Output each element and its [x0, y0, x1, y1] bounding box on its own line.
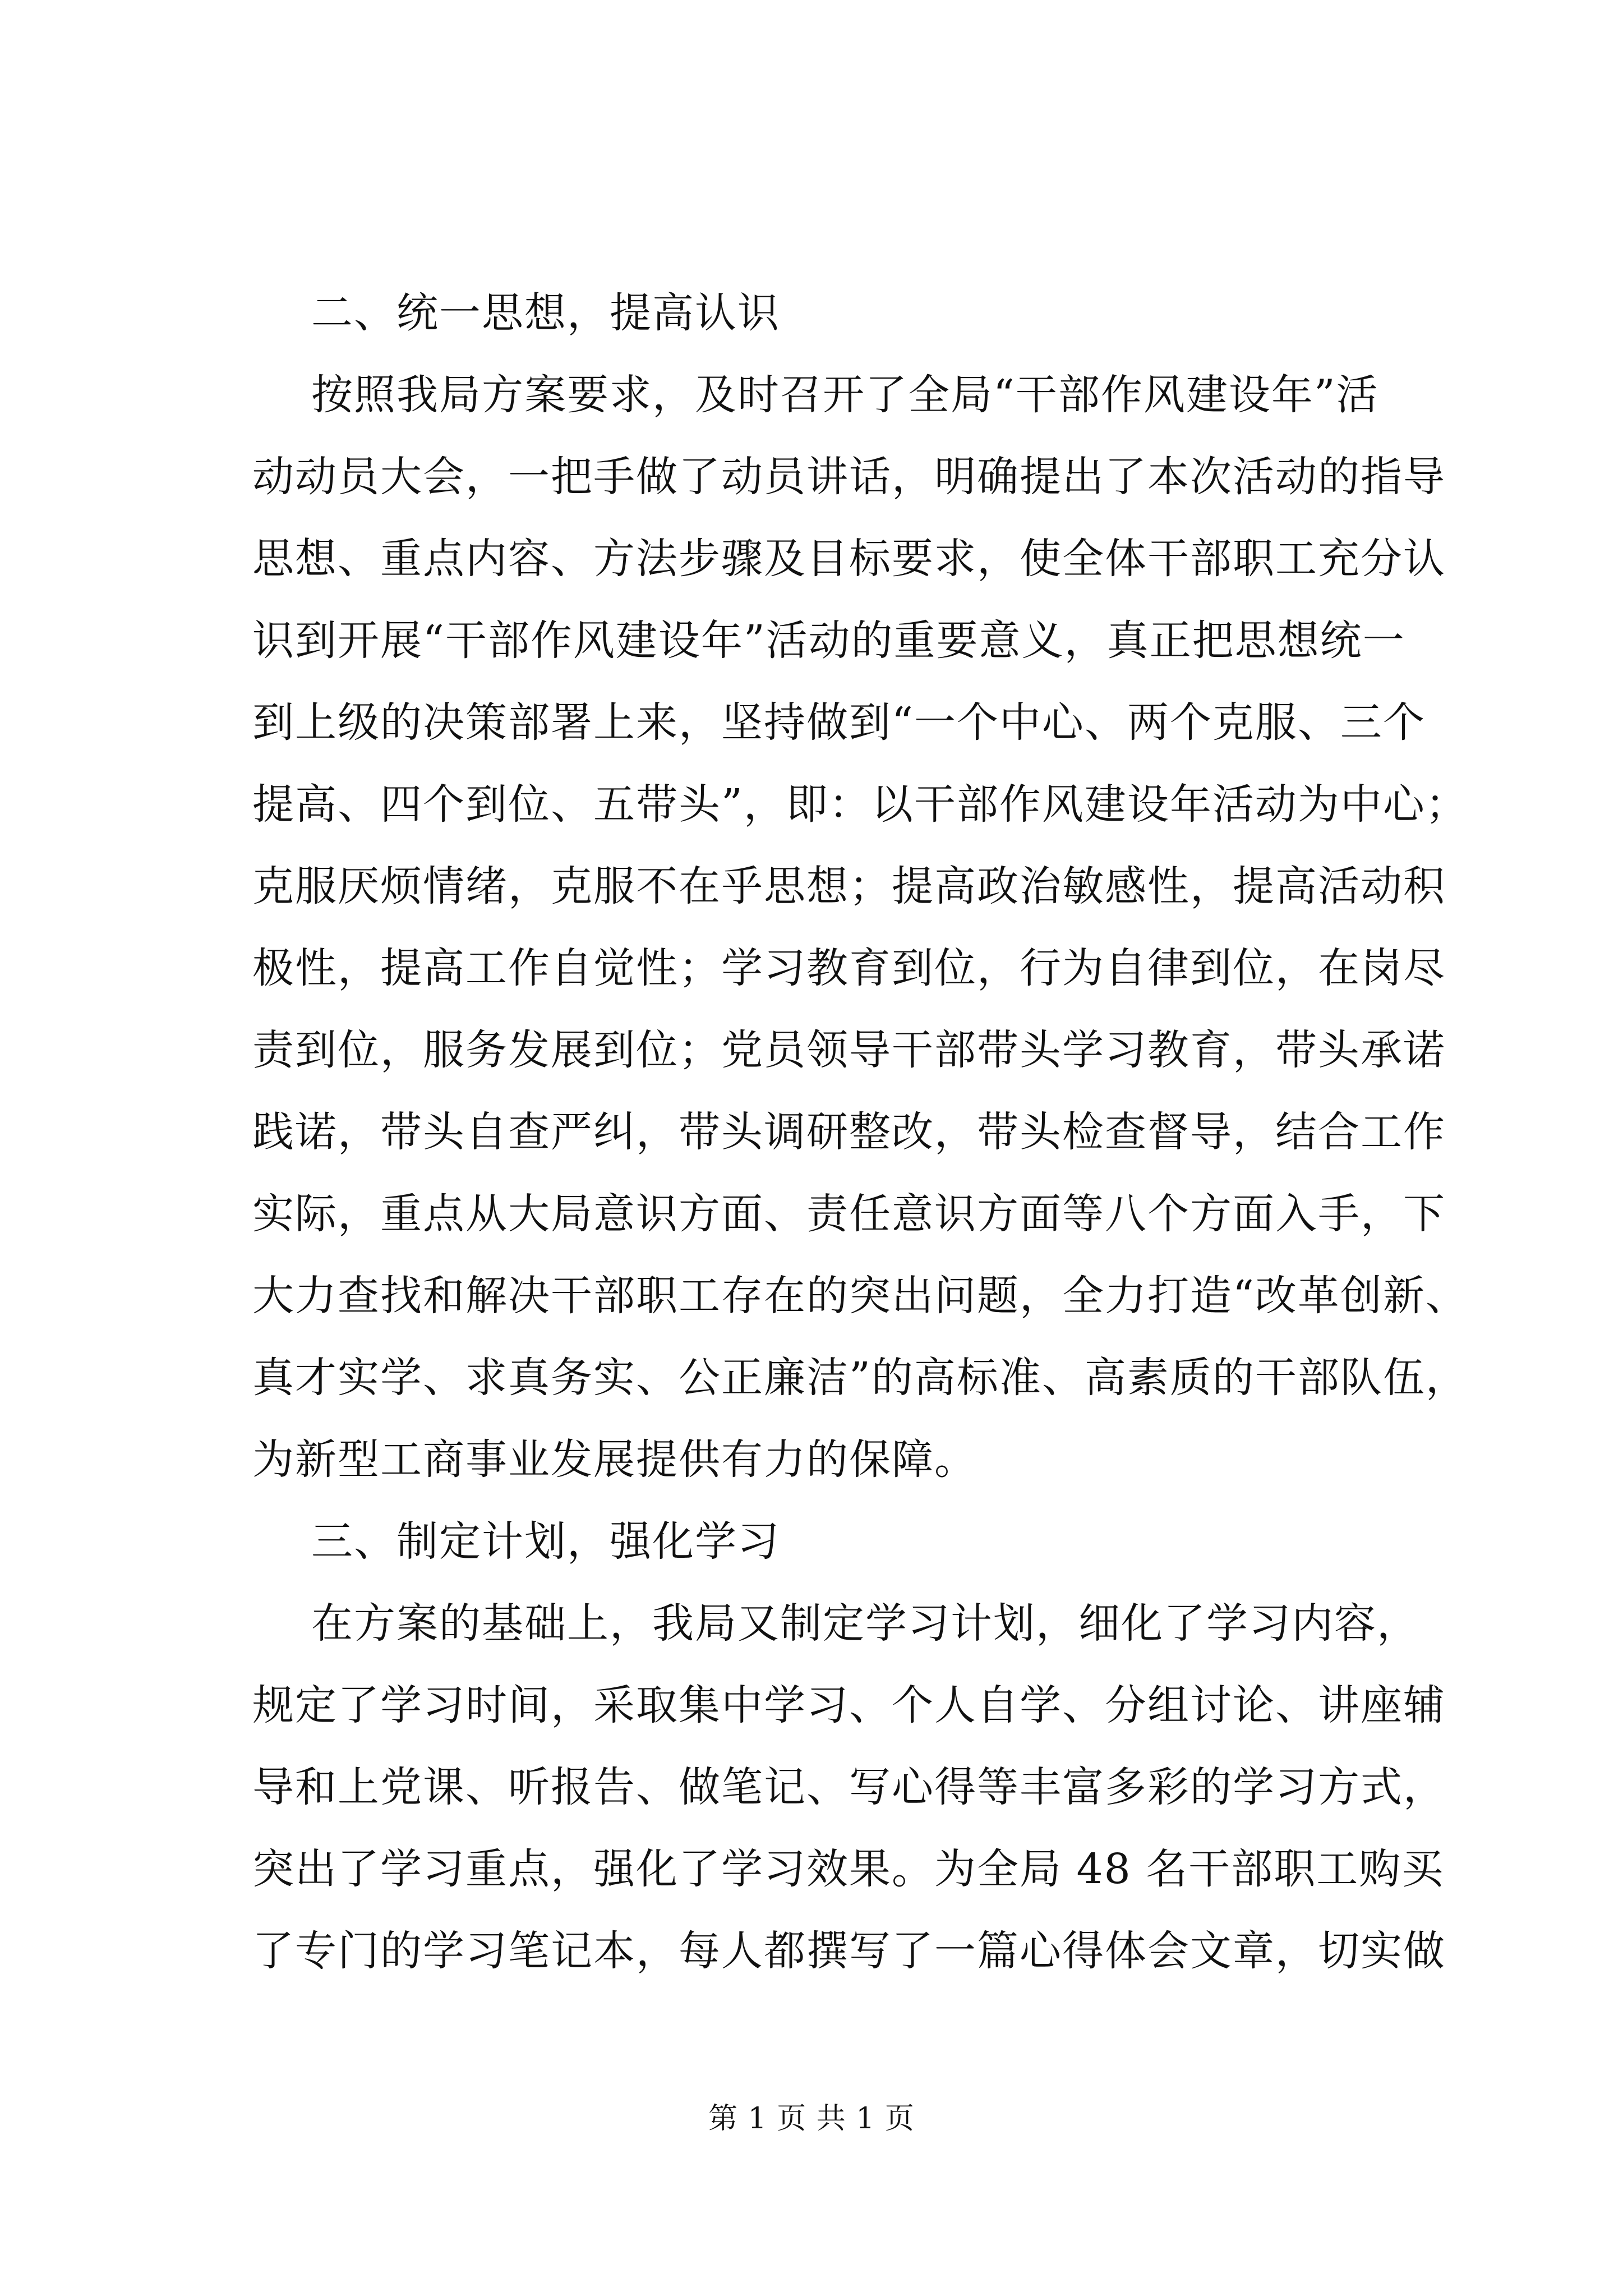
section-heading-3: 三、制定计划，强化学习 [311, 1517, 780, 1566]
paragraph-line: 极性，提高工作自觉性；学习教育到位，行为自律到位，在岗尽 [252, 944, 1446, 992]
paragraph-line: 导和上党课、听报告、做笔记、写心得等丰富多彩的学习方式， [252, 1763, 1446, 1811]
paragraph-line: 为新型工商事业发展提供有力的保障。 [252, 1435, 977, 1484]
paragraph-line: 突出了学习重点，强化了学习效果。为全局 48 名干部职工购买 [252, 1845, 1445, 1893]
paragraph-line: 动动员大会，一把手做了动员讲话，明确提出了本次活动的指导 [252, 453, 1446, 501]
page-footer: 第 1 页 共 1 页 [708, 2102, 915, 2136]
paragraph-line: 在方案的基础上，我局又制定学习计划，细化了学习内容， [311, 1599, 1419, 1648]
paragraph-line: 真才实学、求真务实、公正廉洁”的高标准、高素质的干部队伍， [252, 1354, 1468, 1402]
paragraph-line: 规定了学习时间，采取集中学习、个人自学、分组讨论、讲座辅 [252, 1681, 1446, 1729]
paragraph-line: 践诺，带头自查严纠，带头调研整改，带头检查督导，结合工作 [252, 1108, 1446, 1156]
paragraph-line: 了专门的学习笔记本，每人都撰写了一篇心得体会文章，切实做 [252, 1927, 1446, 1975]
paragraph-line: 按照我局方案要求，及时召开了全局“干部作风建设年”活 [311, 371, 1379, 419]
paragraph-line: 实际，重点从大局意识方面、责任意识方面等八个方面入手，下 [252, 1190, 1446, 1238]
paragraph-line: 责到位，服务发展到位；党员领导干部带头学习教育，带头承诺 [252, 1026, 1446, 1074]
paragraph-line: 思想、重点内容、方法步骤及目标要求，使全体干部职工充分认 [252, 535, 1446, 583]
paragraph-line: 大力查找和解决干部职工存在的突出问题，全力打造“改革创新、 [252, 1272, 1468, 1320]
paragraph-line: 提高、四个到位、五带头”，即：以干部作风建设年活动为中心； [252, 780, 1468, 829]
paragraph-line: 识到开展“干部作风建设年”活动的重要意义，真正把思想统一 [252, 616, 1405, 665]
paragraph-line: 克服厌烦情绪，克服不在乎思想；提高政治敏感性，提高活动积 [252, 862, 1446, 910]
section-heading-2: 二、统一思想，提高认识 [311, 289, 780, 337]
paragraph-line: 到上级的决策部署上来，坚持做到“一个中心、两个克服、三个 [252, 698, 1426, 747]
